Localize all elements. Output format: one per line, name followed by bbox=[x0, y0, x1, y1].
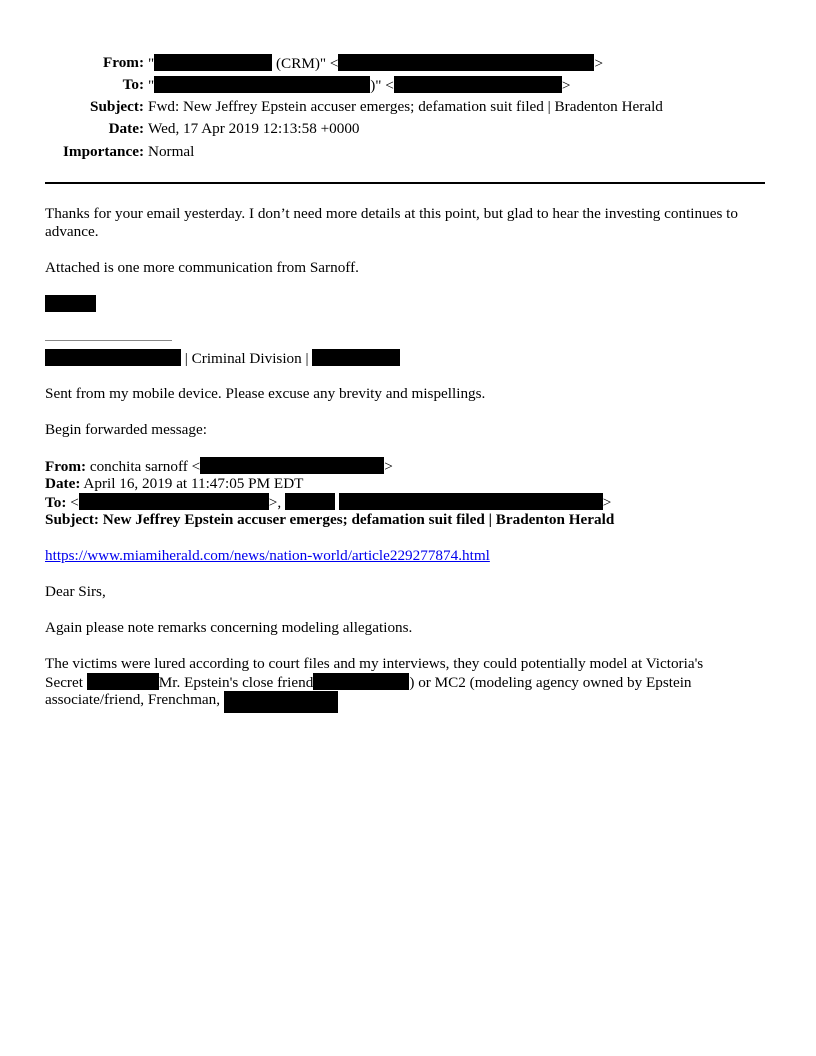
redaction-box bbox=[394, 76, 562, 93]
article-link[interactable]: https://www.miamiherald.com/news/nation-world/article229277874.html bbox=[45, 547, 490, 564]
header-from-row bbox=[0, 52, 816, 74]
fwd-from-row bbox=[45, 457, 770, 476]
fwd-date-row bbox=[45, 475, 770, 493]
signature-line bbox=[45, 349, 770, 368]
to-value bbox=[148, 76, 570, 95]
redaction-box bbox=[285, 493, 335, 510]
from-value bbox=[148, 54, 603, 73]
to-close: > bbox=[561, 77, 571, 94]
redaction-box bbox=[79, 493, 269, 510]
victims-line-3-text: associate/friend, Frenchman, bbox=[45, 691, 224, 708]
fwd-from-value: conchita sarnoff < bbox=[86, 458, 201, 475]
fwd-date-value: April 16, 2019 at 11:47:05 PM EDT bbox=[80, 475, 304, 492]
header-to-row bbox=[0, 74, 816, 96]
redaction-box bbox=[87, 673, 159, 690]
fwd-subject-value: New Jeffrey Epstein accuser emerges; defamation suit filed | Bradenton Herald bbox=[99, 511, 615, 528]
sender-name-redaction bbox=[45, 295, 770, 314]
victims-line-1: The victims were lured according to court files and my interviews, they could potentially model at Victoria's bbox=[45, 655, 704, 672]
header-divider bbox=[45, 182, 765, 184]
victims-friend: Mr. Epstein's close friend bbox=[158, 674, 314, 691]
date-value: Wed, 17 Apr 2019 12:13:58 +0000 bbox=[148, 120, 360, 137]
victims-mc2: ) or MC2 (modeling agency owned by Epstein bbox=[409, 674, 692, 691]
signature-division: | Criminal Division | bbox=[181, 350, 313, 367]
redaction-box bbox=[200, 457, 384, 474]
fwd-subject-row bbox=[45, 511, 770, 529]
from-crm: (CRM)" < bbox=[272, 55, 339, 72]
victims-line-3 bbox=[45, 691, 770, 713]
header-date-row bbox=[0, 118, 816, 140]
to-mid: )" < bbox=[370, 77, 394, 94]
redaction-box bbox=[224, 691, 338, 713]
subject-label: Subject: bbox=[90, 98, 144, 115]
importance-value: Normal bbox=[148, 143, 195, 160]
header-subject-row bbox=[0, 96, 816, 118]
again-paragraph: Again please note remarks concerning modeling allegations. bbox=[45, 619, 413, 636]
to-label: To: bbox=[122, 76, 144, 93]
signature-separator bbox=[45, 340, 172, 341]
body-paragraph-2: Attached is one more communication from Sarnoff. bbox=[45, 259, 359, 276]
victims-secret: Secret bbox=[45, 674, 87, 691]
fwd-from-label: From: bbox=[45, 458, 87, 475]
victims-line-2 bbox=[45, 673, 770, 692]
mobile-note: Sent from my mobile device. Please excuse any brevity and mispellings. bbox=[45, 385, 486, 402]
redaction-box bbox=[338, 54, 594, 71]
begin-forwarded: Begin forwarded message: bbox=[45, 421, 207, 438]
subject-value: Fwd: New Jeffrey Epstein accuser emerges; defamation suit filed | Bradenton Herald bbox=[148, 98, 663, 115]
fwd-date-label: Date: bbox=[45, 475, 81, 492]
redaction-box bbox=[154, 76, 370, 93]
fwd-subject-label: Subject: bbox=[45, 511, 99, 528]
fwd-to-open: < bbox=[66, 494, 79, 511]
article-link-row bbox=[45, 547, 770, 565]
fwd-to-row bbox=[45, 493, 770, 512]
fwd-from-close: > bbox=[384, 458, 393, 475]
fwd-to-sep: >, bbox=[268, 494, 285, 511]
importance-label: Importance: bbox=[63, 143, 144, 160]
redaction-box bbox=[313, 673, 409, 690]
from-label: From: bbox=[102, 54, 144, 71]
body-paragraph-1: Thanks for your email yesterday. I don’t need more details at this point, but glad to hear the investing continues to advance. bbox=[45, 205, 738, 240]
header-importance-row bbox=[0, 141, 816, 163]
fwd-to-close: > bbox=[602, 494, 612, 511]
redaction-box bbox=[45, 349, 181, 366]
redaction-box bbox=[312, 349, 400, 366]
fwd-to-label: To: bbox=[45, 494, 67, 511]
greeting: Dear Sirs, bbox=[45, 583, 106, 600]
redaction-box bbox=[339, 493, 603, 510]
redaction-box bbox=[154, 54, 272, 71]
from-quote: " bbox=[148, 55, 155, 72]
to-quote: " bbox=[148, 77, 155, 94]
from-close: > bbox=[594, 55, 604, 72]
redaction-box bbox=[45, 295, 96, 312]
date-label: Date: bbox=[108, 120, 144, 137]
